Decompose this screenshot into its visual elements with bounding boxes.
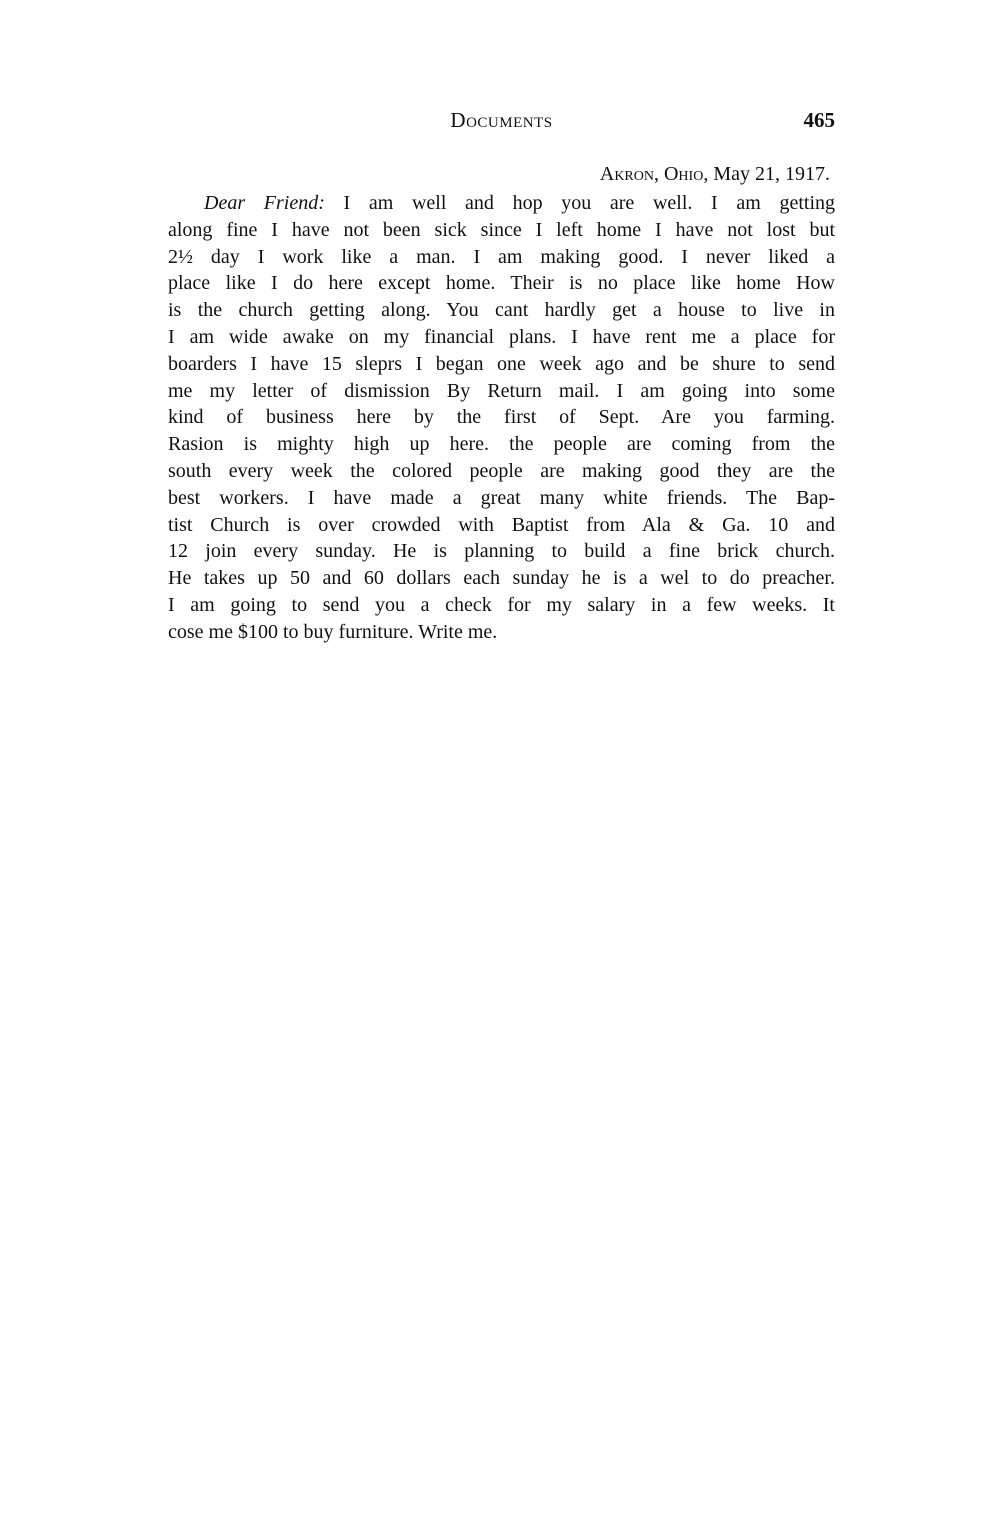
- letter-line: best workers. I have made a great many white friends. The Bap-: [168, 486, 835, 509]
- letter-line: cose me $100 to buy furniture. Write me.: [168, 620, 498, 643]
- letter-line-text: I am well and hop you are well. I am getting: [343, 192, 835, 214]
- letter-line: He takes up 50 and 60 dollars each sunday he is a wel to do preacher.: [168, 567, 835, 590]
- salutation: Dear Friend:: [204, 192, 325, 214]
- letter-line: me my letter of dismission By Return mail. I am going into some: [168, 379, 835, 402]
- letter-line: I am wide awake on my financial plans. I have rent me a place for: [168, 325, 835, 348]
- dateline-place: Akron, Ohio,: [599, 163, 709, 185]
- letter-line: is the church getting along. You cant hardly get a house to live in: [168, 299, 835, 322]
- letter-line: boarders I have 15 sleprs I began one week ago and be shure to send: [168, 352, 835, 375]
- page-number: 465: [803, 108, 835, 132]
- letter-line: [168, 190, 835, 217]
- letter-line: 12 join every sunday. He is planning to build a fine brick church.: [168, 540, 835, 563]
- letter-line: along fine I have not been sick since I left home I have not lost but: [168, 218, 835, 241]
- letter-line: south every week the colored people are making good they are the: [168, 459, 835, 482]
- running-title: Documents: [450, 108, 553, 132]
- letter-line: I am going to send you a check for my salary in a few weeks. It: [168, 593, 835, 616]
- letter-line: Rasion is mighty high up here. the people are coming from the: [168, 433, 835, 456]
- letter-line: tist Church is over crowded with Baptist from Ala & Ga. 10 and: [168, 513, 835, 536]
- running-head: [168, 108, 835, 140]
- letter-line: 2½ day I work like a man. I am making good. I never liked a: [168, 245, 835, 268]
- dateline-date: May 21, 1917.: [713, 163, 830, 185]
- dateline: [168, 163, 830, 186]
- letter-body: [168, 190, 835, 646]
- letter-line: kind of business here by the first of Sept. Are you farming.: [168, 406, 835, 429]
- letter-line: place like I do here except home. Their is no place like home How: [168, 272, 835, 295]
